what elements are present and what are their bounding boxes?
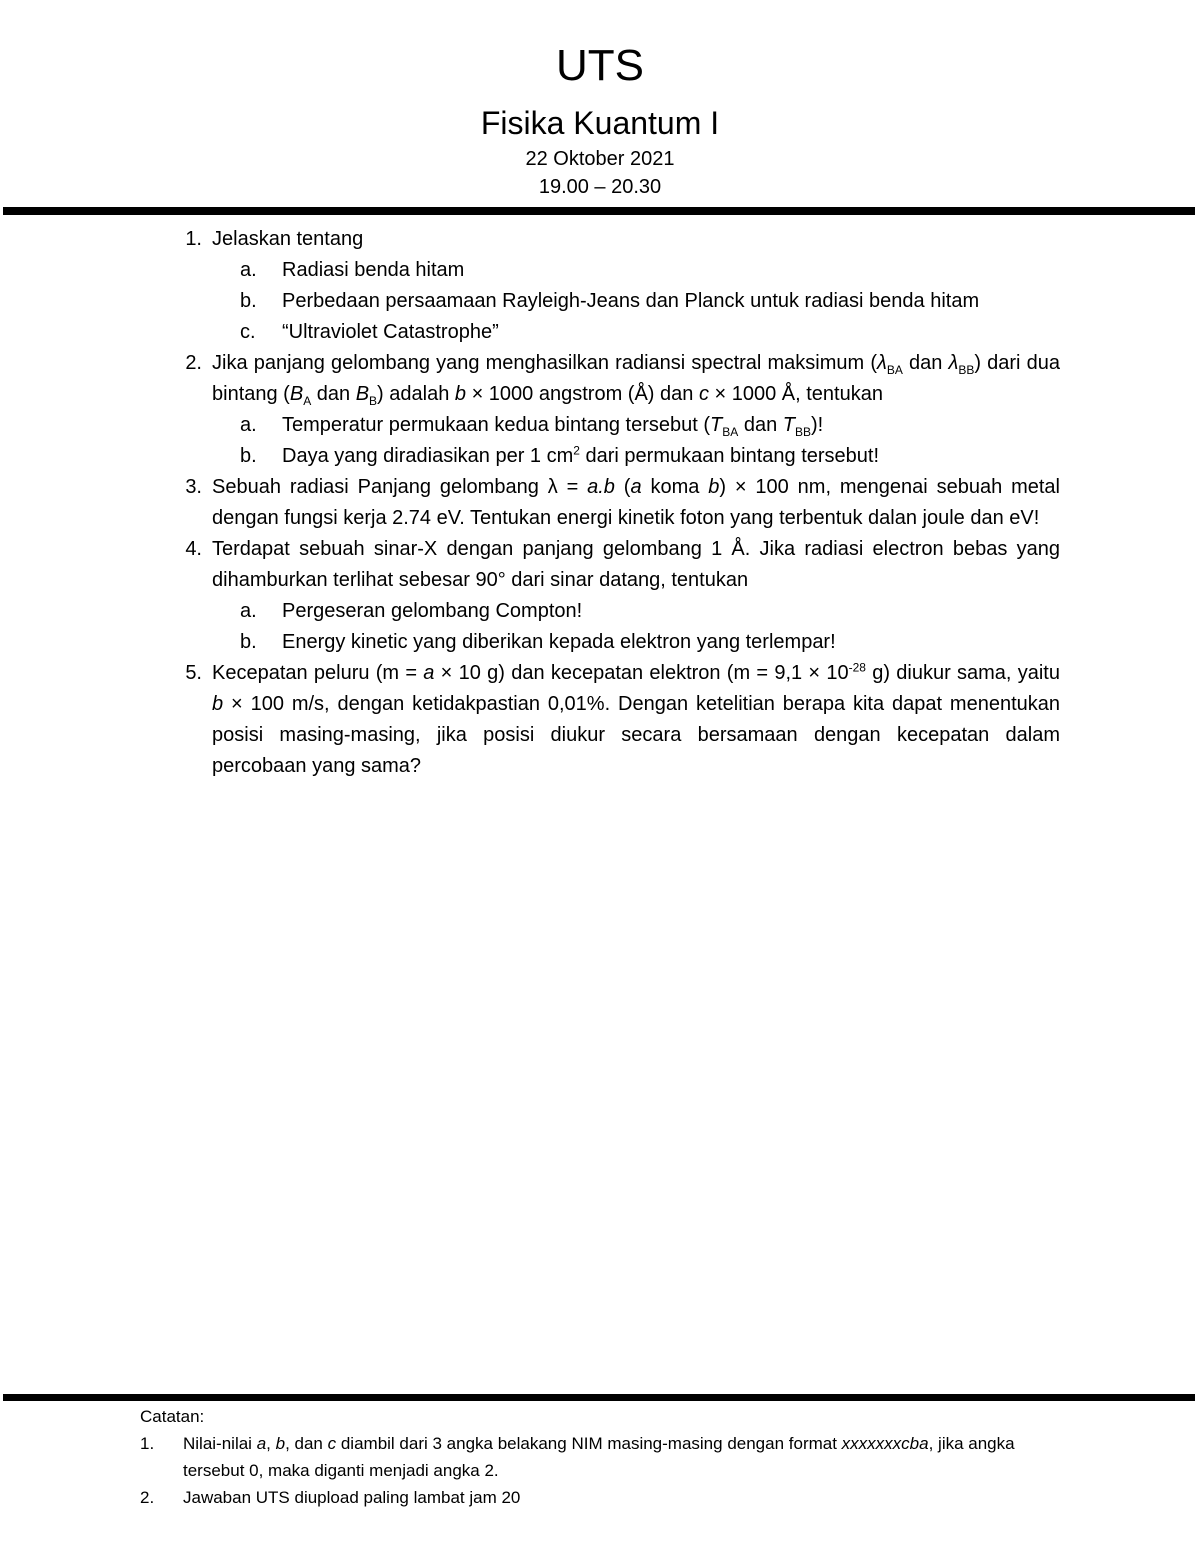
subquestion-letter: a. — [240, 414, 257, 436]
subquestion-letter: b. — [240, 445, 257, 467]
note-2 — [140, 1484, 1080, 1511]
subquestion-text: Energy kinetic yang diberikan kepada elektron yang terlempar! — [282, 631, 836, 653]
note-text: Jawaban UTS diupload paling lambat jam 20 — [183, 1488, 521, 1507]
question-1c — [170, 317, 1060, 348]
question-number: 5. — [185, 662, 202, 684]
question-number: 4. — [185, 538, 202, 560]
question-2a — [170, 410, 1060, 441]
question-4b — [170, 627, 1060, 658]
subquestion-letter: c. — [240, 321, 256, 343]
subquestion-letter: a. — [240, 600, 257, 622]
question-2b — [170, 441, 1060, 472]
exam-time: 19.00 – 20.30 — [538, 176, 662, 198]
note-text: Nilai-nilai a, b, dan c diambil dari 3 angka belakang NIM masing-masing dengan format xxxxxxxcba, jika angka tersebut 0, maka diganti menjadi angka 2. — [183, 1434, 1015, 1480]
subquestion-text: Daya yang diradiasikan per 1 $cm^2$ dari permukaan bintang tersebut! — [282, 443, 880, 467]
subquestion-letter: b. — [240, 631, 257, 653]
course-name: Fisika Kuantum I — [480, 105, 720, 141]
question-4 — [170, 534, 1060, 596]
notes-section — [140, 1403, 1080, 1511]
question-number: 2. — [185, 352, 202, 374]
question-4a — [170, 596, 1060, 627]
subquestion-text: “Ultraviolet Catastrophe” — [282, 321, 499, 343]
question-1b — [170, 286, 1060, 317]
question-text: Jelaskan tentang — [212, 228, 364, 250]
note-number: 1. — [140, 1434, 155, 1453]
question-text: Sebuah radiasi Panjang gelombang λ = a.b (a koma b) × 100 nm, mengenai sebuah metal dengan fungsi kerja 2.74 eV. Tentukan energi kinetik foton yang terbentuk dalan joule dan eV! — [212, 476, 1060, 529]
question-1a — [170, 255, 1060, 286]
subquestion-text: Radiasi benda hitam — [282, 259, 465, 281]
note-1 — [140, 1430, 1080, 1484]
question-3 — [170, 472, 1060, 534]
bottom-divider — [3, 1394, 1195, 1401]
subquestion-text: Perbedaan persaamaan Rayleigh-Jeans dan Planck untuk radiasi benda hitam — [282, 290, 980, 312]
top-divider — [3, 207, 1195, 215]
question-text: Kecepatan peluru (m = a × 10 g) dan kecepatan elektron ($m = 9,1 \times 10^{-28}$ g) diukur sama, yaitu b × 100 m/s, dengan ketidakpastian 0,01%. Dengan ketelitian berapa kita dapat menentukan posisi masing-masing, jika posisi diukur secara bersamaan dengan kecepatan dalam percobaan yang sama? — [212, 660, 1060, 777]
question-number: 1. — [185, 228, 202, 250]
question-text: Jika panjang gelombang yang menghasilkan radiansi spectral maksimum ($\lambda_{BA}$ dan $\lambda_{BB}$) dari dua bintang ($B_A$ dan $B_B$) adalah b × 1000 angstrom (Å) dan c × 1000 Å, tentukan — [212, 352, 1061, 408]
notes-title: Catatan: — [140, 1407, 205, 1426]
question-text: Terdapat sebuah sinar-X dengan panjang gelombang 1 Å. Jika radiasi electron bebas yang dihamburkan terlihat sebesar 90° dari sinar datang, tentukan — [212, 538, 1060, 591]
question-1 — [170, 224, 1060, 255]
question-list — [170, 224, 1060, 782]
exam-title: UTS — [556, 41, 644, 90]
question-2 — [170, 348, 1060, 410]
exam-date: 22 Oktober 2021 — [525, 148, 675, 170]
note-number: 2. — [140, 1488, 155, 1507]
question-5 — [170, 658, 1060, 782]
question-number: 3. — [185, 476, 202, 498]
subquestion-letter: a. — [240, 259, 257, 281]
subquestion-text: Pergeseran gelombang Compton! — [282, 600, 583, 622]
subquestion-letter: b. — [240, 290, 257, 312]
subquestion-text: Temperatur permukaan kedua bintang tersebut ($T_{BA}$ dan $T_{BB}$)! — [282, 414, 824, 439]
